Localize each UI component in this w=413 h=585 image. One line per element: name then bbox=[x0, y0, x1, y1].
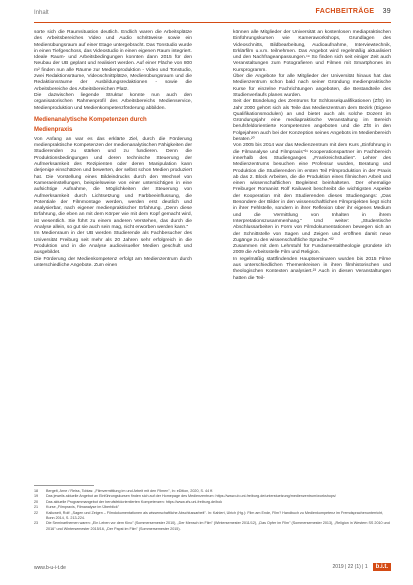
footnote-text: Kailuweit, Rolf: „Sagen und Zeigen – Filmdokumentationen als wissenschaftliche Abschlussarbeit". In: Kahlert, Ulrich (Hg.): Film am Ende, Film? Handbuch zu Medienkompetenz im Fremdsprachenunterricht, Bonn 2014, S. 213-224. bbox=[46, 510, 384, 521]
paragraph: Von 2005 bis 2014 war das Medienzentrum mit dem Kurs „Einführung in die Filmanalyse und Filmpraxis"²¹ Kooperationspartner im Fachbereich innerhalb des Studienganges „Frankreichstudien". Lehrer des Medienzentrums besuchen eine Professur wurden, Beratung und Produktion die Studierenden im ersten Teil Filmproduktion in der Praxis ab das 2. Block Arbeiten, die die Produktion eines filmischen Arbeit und einen wissenschaftlichen Begleitext beinhalteten. Der ehemalige Freiburger Romanist Rolf Kailuweit beschreibt die wichtigsten Aspekte der Kooperation mit den Studierenden dieses Studiengangs: „Das Besondere der Bilder in den wissenschaftlichen Filmprojekten liegt nicht in ihrer Fehlstelle, sondern in ihrer Reflexion über ihr eigenes Medium und die Vermittlung von Inhalten in ihrem Interpretationszusammenhang." Und weiter: „Studentische Abschlussarbeiten in Form von Filmdokumentationen bewegen sich an der Schnittstelle von Sagen und Zeigen und eröffnen damit neue Zugänge zu den wissenschaftliche Sprache."²² bbox=[233, 143, 391, 243]
paragraph: Ideale Raum- und Arbeitsbedingungen konnten dann 2015 für den Neubau der UB geplant und realisiert werden. Auf einer Fläche von 800 m² finden nun alle Räume zur Medienproduktion - Video und Tonstudio, zwei Redaktionsräume, Videoschnittplätze, Medienübungsraum und die Redaktionsräume der Ausbildungsredaktionen - sowie die Arbeitsbereiche des Arbeitsbereichen Platz. bbox=[34, 55, 192, 92]
header-left-label[interactable]: Inhalt bbox=[34, 10, 49, 16]
footnote-number: 20 bbox=[34, 499, 39, 504]
header-rule bbox=[34, 22, 391, 23]
paragraph: Von Anfang an war es das erklärte Ziel, durch die Förderung medienpraktische Kompetenzen der medienanalytischen Fähigkeiten der Studierenden zu stärken und zu fundieren. Denn die Produktionsbedingungen und deren technische Steuerung der Aufmerksamkeit des Rezipienten oder deren Manipulation kann derjenige einschätzen und bewerten, der selbst schon Medien produziert hat. Die Vorstellung eines Bildeindrucks durch den Wechsel von Kameraeinstellungen, beispielsweise von einer untersichtigen in eine aufsichtige Aufnahme, die Möglichkeiten der Steuerung von Aufmerksamkeit durch Lichtsetzung und Farbbeeinflussung, die Potentiale der Filmmontage werden, werden erst deutlich und analysierbar, nach eigener medienpraktischer Erfahrung. „Denn diese Erfahrung, die eben an mit dem Körper wie mit dem Kopf gemacht wird, ist wesentlich. Sie führt zu einem anderen Verstehen, das durch die Analyse allein, so gut sie auch sein mag, nicht erworben werden kann." bbox=[34, 136, 192, 231]
footer-right bbox=[333, 563, 391, 571]
footnote bbox=[34, 511, 391, 522]
paragraph: können alle Mitglieder der Universität an kostenlosen mediapraktischen Einführungskursen wie Kameraworkshops, Grundlagen des Videoschnitts, Bildbearbeitung, Audioaufnahme, Interviewtechnik, Erklärfilm u.v.m. teilnehmen. Das Angebot wird regelmäßig aktualisiert und den Nachfrageanpassungen.¹⁹ So finden sich seit einiger Zeit auch Veranstaltungen zum Fotografieren und Filmen mit Smartphones im Kursprogramm. bbox=[233, 30, 391, 73]
footnote-text: Kurse „Filmpraxis, Filmanalyse im Überblick" bbox=[46, 505, 120, 510]
footnote-text: Die Seminarthemen waren: „Ein Leben vor dem Kino" (Sommersemester 2010), „Der Mensch im Film" (Wintersemester 2011/12), „Das Opfer im Film" (Sommersemester 2013), „Religion in Western SS 2010 und 2016" und Wintersemester 2015/16, „Der Papst im Film" (Sommersemester 2015). bbox=[46, 521, 390, 531]
subheading: Medienpraxis bbox=[34, 126, 73, 133]
footnote-text[interactable]: Das jeweils aktuelle Angebot an Einführungskursen finden sich auf der Homepage des Medienzentrum: https://www.ub.uni-freiburg.de/unterstuetzung/medienzentrum/workshops/ bbox=[46, 494, 336, 499]
footnote-number: 22 bbox=[34, 510, 39, 515]
footnote-rule bbox=[34, 485, 94, 486]
paragraph: sorte sich die Raumsituation deutlich. Endlich waren die Arbeitsplätze des Arbeitsbereiches Video und Audio schrittweise sowie ein Medienübungsraum auf einer Etage untergebracht. Das Tonstudio wurde in einen Tiefgeschoss, das Videostudio in einen eigenen Raum integriert. bbox=[34, 30, 192, 54]
left-column bbox=[34, 30, 192, 269]
paragraph: Die Förderung der Medienkompetenz erfolgt am Medienzentrum durch unterschiedliche Angebote. Zum einen bbox=[34, 256, 192, 268]
issue-info: 2019 | 22 (1) | 1 bbox=[332, 564, 368, 570]
paragraph: Im Medienraum in der UB werden Studierende als Fachbesucher des Universität Freiburg seit mehr als 20 Jahren sehr erfolgreich in die Produktion und in die Analyse audiovisueller Medien geschult und ausgebildet. bbox=[34, 231, 192, 256]
footnote-number: 18 bbox=[34, 489, 39, 493]
paragraph: Über die Angebote für alle Mitglieder der Universität hinaus hat das Medienzentrum schon bald nach seiner Gründung medienpraktische Kurse für einzelne Fachrichtungen angeboten, die Bestandteile des Studienverlaufs planes wurden. bbox=[233, 74, 391, 98]
footnote-number: 21 bbox=[34, 505, 39, 510]
page-footer bbox=[34, 563, 391, 573]
footnote-text[interactable]: Das aktuelle Programmangebot der berufsfeldorientierten Kompetenzen: https://www.zfs.uni-freiburg.de/bok bbox=[46, 499, 223, 504]
page-header bbox=[34, 8, 391, 22]
paragraph: Seit der Bündelung des Zentrums für Schlüsselqualifikationen (ZfS) im Jahr 2000 gehört sich als Teile das Medienzentrum dem Bezirk (Eigene Qualifikationsmodulen) an und bietet auch als solche Dozent im Gründungsjahr eine mediapraktische Veranstaltung im Bereich berufsfeldorientierte Kompetenzen angeboten und die ZfS in den Folgejahren auch bei der Konzeption seines Angebots im Medienbereich beraten.²⁰ bbox=[233, 99, 391, 143]
header-right bbox=[316, 8, 391, 15]
bit-logo: b.i.t. bbox=[373, 563, 391, 571]
footnote-number: 23 bbox=[34, 521, 39, 526]
page-number: 39 bbox=[382, 8, 391, 15]
footnote-number: 19 bbox=[34, 494, 39, 499]
section-title: FACHBEITRÄGE bbox=[315, 8, 375, 15]
paragraph: Zusammen mit dem Lehrstuhl für Fundamentaltheologie gründete ich 2009 die Arbeitsstelle Film und Religion. bbox=[233, 244, 391, 256]
footnote-text: Bergelt, Arne / Reiss, Tobias: „Filmvermittlung im und Arbeit mit den Filmen", In: eDition, 2020, S. 44 ff. bbox=[46, 489, 214, 493]
footnote bbox=[34, 521, 391, 532]
footer-url-link[interactable]: www.b-u-i-t.de bbox=[34, 565, 66, 571]
right-column bbox=[233, 30, 391, 282]
footnotes bbox=[34, 489, 391, 532]
paragraph: Die dazwischen liegende Struktur konnte nun auch den organisatorischen Rahmenprofil des Arbeitsbereichs Medienservice, Medienproduktion und Medienkompetenzförderung abbilden. bbox=[34, 92, 192, 111]
subheading: Medienanalytische Kompetenzen durch bbox=[34, 116, 147, 123]
paragraph: In regelmäßig stattfindenden Hauptseminaren wurden bis 2015 Filme aus unterschiedlichen Themenkreisen in ihren filmhistorischen und theologischen Kontexten analysiert.²³ Auch in diesen Veranstaltungen hatten die Teil- bbox=[233, 256, 391, 281]
